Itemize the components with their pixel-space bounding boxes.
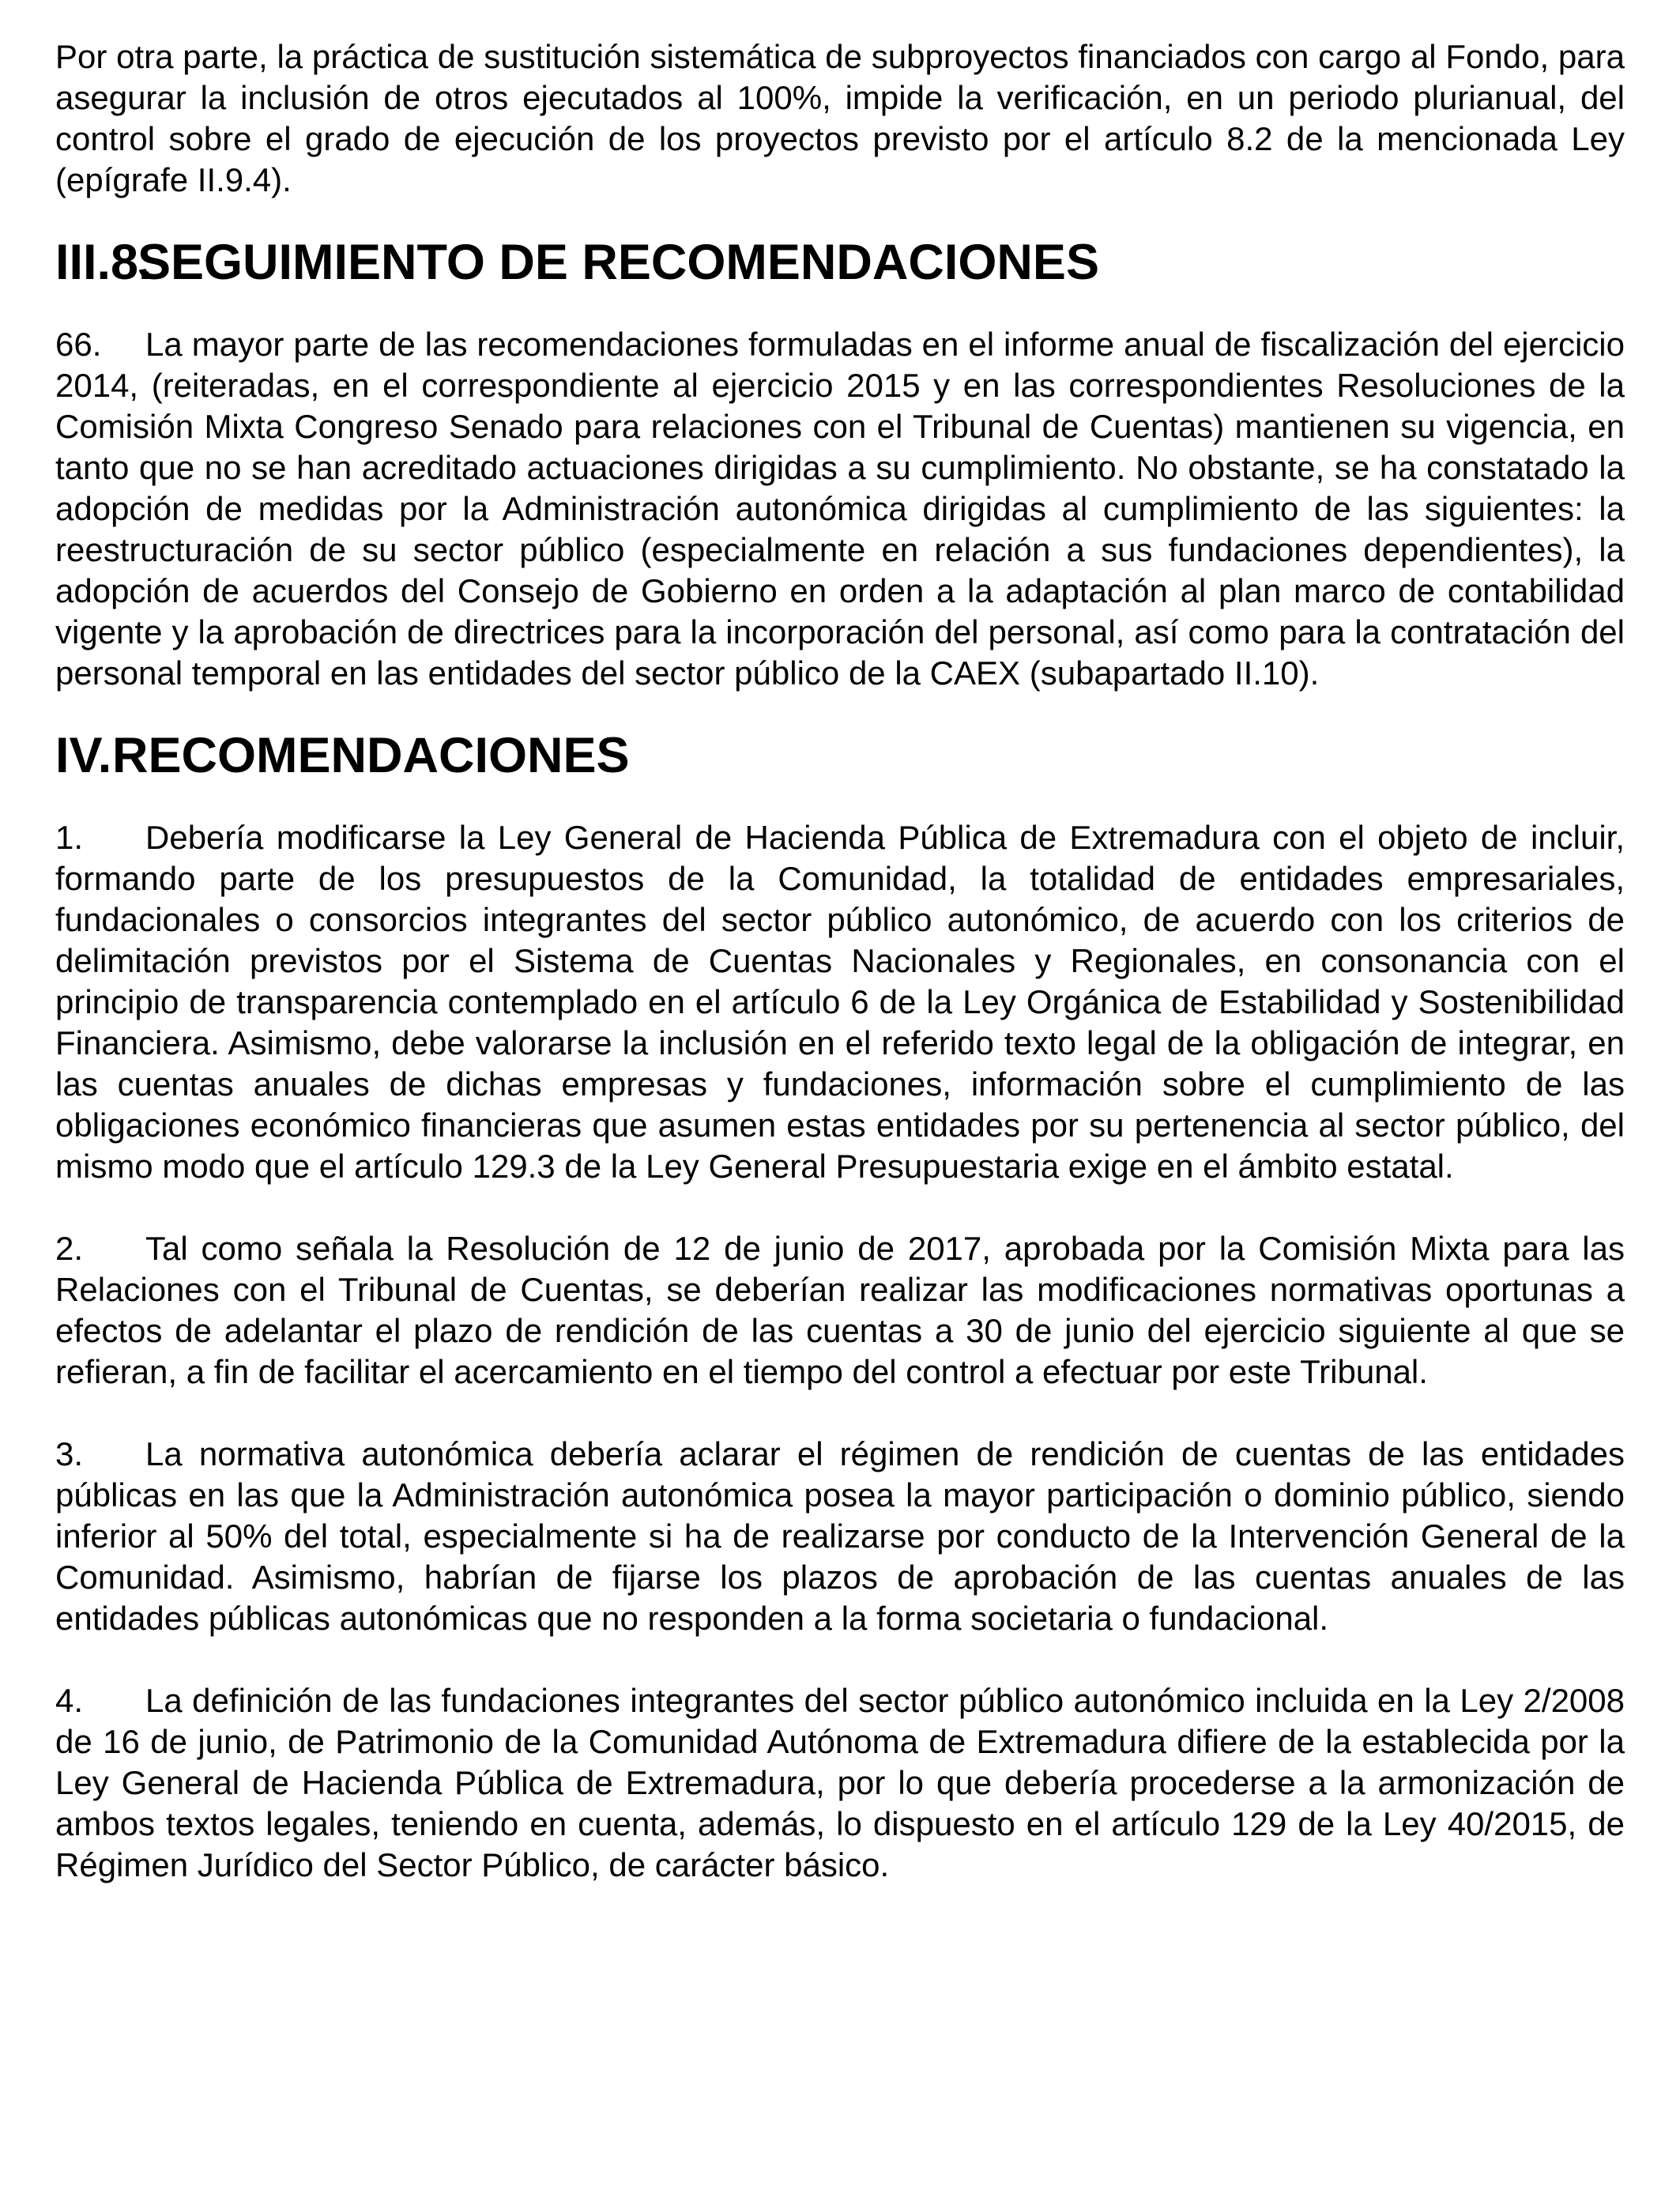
recommendation-2 [55, 1228, 1625, 1393]
paragraph-number: 66. [55, 326, 102, 363]
section-heading-iii8 [55, 235, 1625, 290]
numbered-paragraph-66 [55, 324, 1625, 694]
intro-paragraph: Por otra parte, la práctica de sustitución sistemática de subproyectos financiados con cargo al Fondo, para asegurar la inclusión de otros ejecutados al 100%, impide la verificación, en un periodo plurianual, del control sobre el grado de ejecución de los proyectos previsto por el artículo 8.2 de la mencionada Ley (epígrafe II.9.4). [55, 38, 1625, 198]
recommendation-text: La normativa autonómica debería aclarar el régimen de rendición de cuentas de las entidades públicas en las que la Administración autonómica posea la mayor participación o dominio público, siendo inferior al 50% del total, especialmente si ha de realizarse por conducto de la Intervención General de la Comunidad. Asimismo, habrían de fijarse los plazos de aprobación de las cuentas anuales de las entidades públicas autonómicas que no responden a la forma societaria o fundacional. [55, 1435, 1625, 1637]
recommendation-text: Tal como señala la Resolución de 12 de junio de 2017, aprobada por la Comisión Mixta para las Relaciones con el Tribunal de Cuentas, se deberían realizar las modificaciones normativas oportunas a efectos de adelantar el plazo de rendición de las cuentas a 30 de junio del ejercicio siguiente al que se refieran, a fin de facilitar el acercamiento en el tiempo del control a efectuar por este Tribunal. [55, 1230, 1625, 1390]
section-title: SEGUIMIENTO DE RECOMENDACIONES [137, 235, 1099, 290]
recommendation-1 [55, 817, 1625, 1187]
recommendation-4 [55, 1680, 1625, 1886]
section-number: IV. [55, 728, 112, 783]
recommendation-number: 4. [55, 1682, 84, 1719]
section-title: RECOMENDACIONES [112, 728, 630, 783]
recommendation-text: Debería modificarse la Ley General de Hacienda Pública de Extremadura con el objeto de incluir, formando parte de los presupuestos de la Comunidad, la totalidad de entidades empresariales, fundacionales o consorcios integrantes del sector público autonómico, de acuerdo con los criterios de delimitación previstos por el Sistema de Cuentas Nacionales y Regionales, en consonancia con el principio de transparencia contemplado en el artículo 6 de la Ley Orgánica de Estabilidad y Sostenibilidad Financiera. Asimismo, debe valorarse la inclusión en el referido texto legal de la obligación de integrar, en las cuentas anuales de dichas empresas y fundaciones, información sobre el cumplimiento de las obligaciones económico financieras que asumen estas entidades por su pertenencia al sector público, del mismo modo que el artículo 129.3 de la Ley General Presupuestaria exige en el ámbito estatal. [55, 819, 1625, 1185]
recommendation-number: 3. [55, 1435, 84, 1472]
spacer [55, 1393, 1625, 1434]
section-number: III.8. [55, 235, 153, 290]
spacer [55, 1639, 1625, 1680]
document-page [55, 36, 1625, 1886]
recommendation-text: La definición de las fundaciones integrantes del sector público autonómico incluida en la Ley 2/2008 de 16 de junio, de Patrimonio de la Comunidad Autónoma de Extremadura difiere de la establecida por la Ley General de Hacienda Pública de Extremadura, por lo que debería procederse a la armonización de ambos textos legales, teniendo en cuenta, además, lo dispuesto en el artículo 129 de la Ley 40/2015, de Régimen Jurídico del Sector Público, de carácter básico. [55, 1682, 1625, 1883]
paragraph-text: La mayor parte de las recomendaciones formuladas en el informe anual de fiscalización del ejercicio 2014, (reiteradas, en el correspondiente al ejercicio 2015 y en las correspondientes Resoluciones de la Comisión Mixta Congreso Senado para relaciones con el Tribunal de Cuentas) mantienen su vigencia, en tanto que no se han acreditado actuaciones dirigidas a su cumplimiento. No obstante, se ha constatado la adopción de medidas por la Administración autonómica dirigidas al cumplimiento de las siguientes: la reestructuración de su sector público (especialmente en relación a sus fundaciones dependientes), la adopción de acuerdos del Consejo de Gobierno en orden a la adaptación al plan marco de contabilidad vigente y la aprobación de directrices para la incorporación del personal, así como para la contratación del personal temporal en las entidades del sector público de la CAEX (subapartado II.10). [55, 326, 1625, 692]
spacer [55, 1187, 1625, 1228]
recommendation-3 [55, 1434, 1625, 1639]
section-heading-iv [55, 728, 1625, 783]
recommendation-number: 1. [55, 819, 84, 856]
recommendation-number: 2. [55, 1230, 84, 1267]
